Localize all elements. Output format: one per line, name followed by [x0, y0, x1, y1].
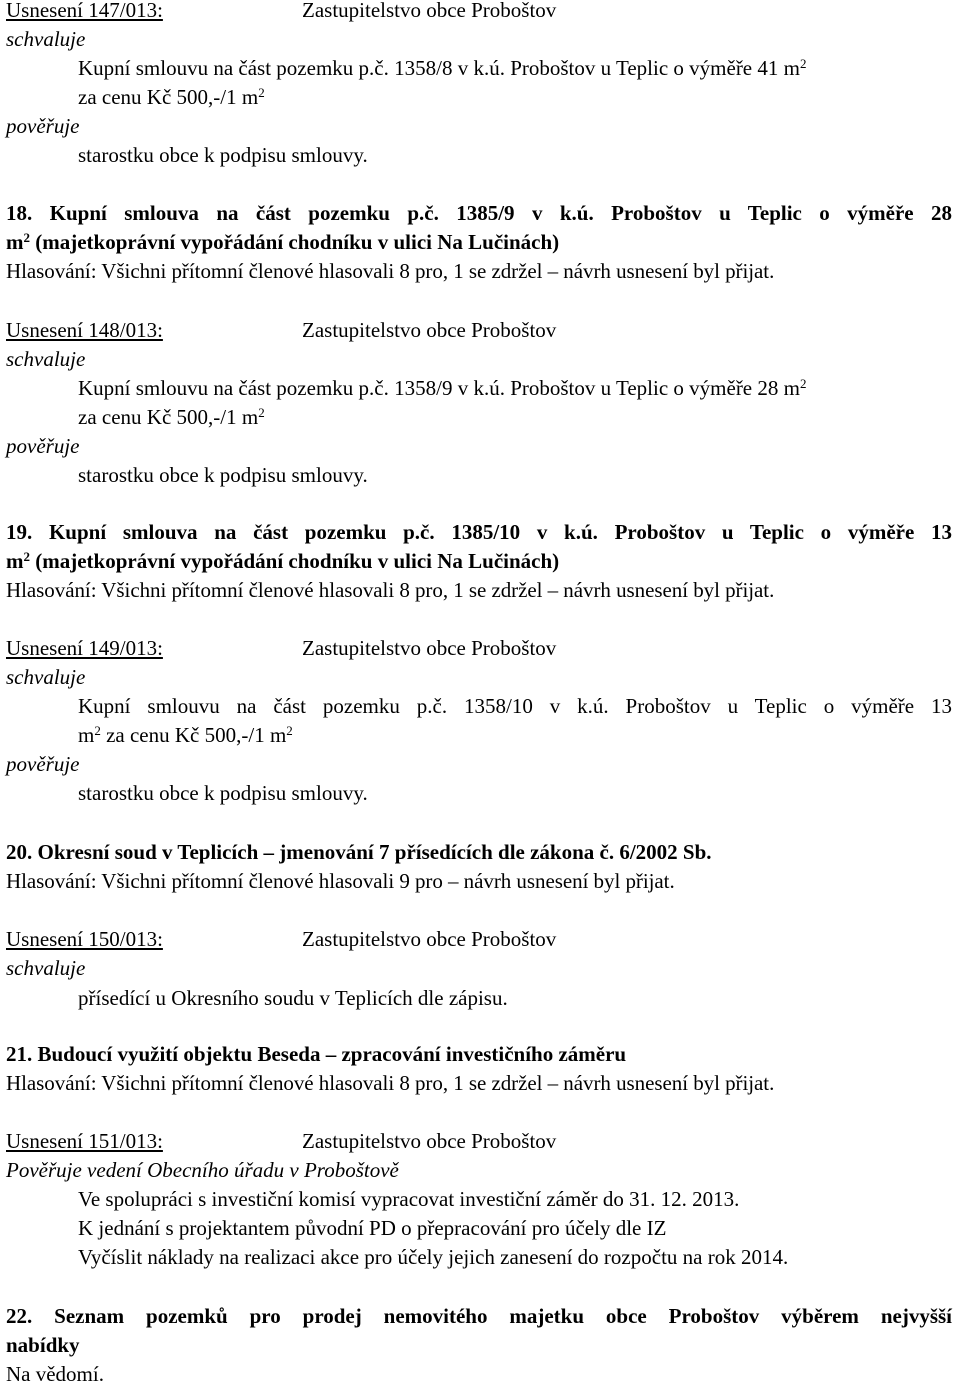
resolution-number: Usnesení 151/013: [6, 1129, 163, 1153]
vote-result: Hlasování: Všichni přítomní členové hlasovali 8 pro, 1 se zdržel – návrh usnesení byl přijat. [6, 578, 775, 602]
resolution-147 [6, 0, 952, 170]
section-title: 21. Budoucí využití objektu Beseda – zpracování investičního záměru [6, 1042, 627, 1066]
authorization-text: starostku obce k podpisu smlouvy. [78, 463, 368, 487]
resolution-149 [6, 634, 952, 808]
section-title: 20. Okresní soud v Teplicích – jmenování 7 přísedících dle zákona č. 6/2002 Sb. [6, 840, 712, 864]
authorizes-label: pověřuje [6, 114, 80, 138]
section-22 [6, 1302, 952, 1389]
resolution-item: přísedící u Okresního soudu v Teplicích dle zápisu. [78, 986, 508, 1010]
resolution-body: Zastupitelstvo obce Proboštov [302, 636, 557, 660]
authorization-text: starostku obce k podpisu smlouvy. [78, 781, 368, 805]
section-19 [6, 518, 952, 605]
resolution-number: Usnesení 149/013: [6, 636, 163, 660]
resolution-151 [6, 1127, 952, 1272]
section-note: Na vědomí. [6, 1362, 104, 1386]
authorizes-label: pověřuje [6, 434, 80, 458]
resolution-body: Zastupitelstvo obce Proboštov [302, 0, 557, 22]
task-item: Vyčíslit náklady na realizaci akce pro účely jejich zanesení do rozpočtu na rok 2014. [78, 1245, 789, 1269]
authorizes-label: pověřuje [6, 752, 80, 776]
resolution-body: Zastupitelstvo obce Proboštov [302, 1129, 557, 1153]
vote-result: Hlasování: Všichni přítomní členové hlasovali 8 pro, 1 se zdržel – návrh usnesení byl přijat. [6, 259, 775, 283]
approves-label: schvaluje [6, 956, 86, 980]
section-title: 19. Kupní smlouva na část pozemku p.č. 1385/10 v k.ú. Proboštov u Teplic o výměře 13 [6, 520, 952, 544]
resolution-item: Kupní smlouvu na část pozemku p.č. 1358/10 v k.ú. Proboštov u Teplic o výměře 13 [78, 694, 952, 718]
task-item: Ve spolupráci s investiční komisí vypracovat investiční záměr do 31. 12. 2013. [78, 1187, 740, 1211]
resolution-item: Kupní smlouvu na část pozemku p.č. 1358/9 v k.ú. Proboštov u Teplic o výměře 28 $m^2$ [78, 376, 807, 400]
resolution-body: Zastupitelstvo obce Proboštov [302, 927, 557, 951]
section-21 [6, 1040, 952, 1098]
approves-label: schvaluje [6, 347, 86, 371]
resolution-item: Kupní smlouvu na část pozemku p.č. 1358/8 v k.ú. Proboštov u Teplic o výměře 41 $m^2$ [78, 56, 807, 80]
resolution-body: Zastupitelstvo obce Proboštov [302, 318, 557, 342]
resolution-150 [6, 925, 952, 1013]
vote-result: Hlasování: Všichni přítomní členové hlasovali 9 pro – návrh usnesení byl přijat. [6, 869, 675, 893]
resolution-item-price: za cenu Kč 500,-/1 $m^2$ [78, 85, 265, 109]
authorizes-line: Pověřuje vedení Obecního úřadu v Proboštově [6, 1158, 399, 1182]
section-18 [6, 199, 952, 286]
authorization-text: starostku obce k podpisu smlouvy. [78, 143, 368, 167]
section-title: 18. Kupní smlouva na část pozemku p.č. 1385/9 v k.ú. Proboštov u Teplic o výměře 28 [6, 201, 952, 225]
section-title-cont: $m^2$ (majetkoprávní vypořádání chodníku v ulici Na Lučinách) [6, 230, 560, 254]
approves-label: schvaluje [6, 665, 86, 689]
section-title-cont: $m^2$ (majetkoprávní vypořádání chodníku v ulici Na Lučinách) [6, 549, 560, 573]
section-title-cont: nabídky [6, 1333, 80, 1357]
section-title: 22. Seznam pozemků pro prodej nemovitého majetku obce Proboštov výběrem nejvyšší [6, 1304, 952, 1328]
vote-result: Hlasování: Všichni přítomní členové hlasovali 8 pro, 1 se zdržel – návrh usnesení byl přijat. [6, 1071, 775, 1095]
resolution-number: Usnesení 147/013: [6, 0, 163, 22]
approves-label: schvaluje [6, 27, 86, 51]
resolution-item-price: $m^2$ za cenu Kč 500,-/1 $m^2$ [78, 723, 293, 747]
resolution-item-price: za cenu Kč 500,-/1 $m^2$ [78, 405, 265, 429]
resolution-148 [6, 316, 952, 490]
resolution-number: Usnesení 150/013: [6, 927, 163, 951]
task-item: K jednání s projektantem původní PD o přepracování pro účely dle IZ [78, 1216, 667, 1240]
resolution-number: Usnesení 148/013: [6, 318, 163, 342]
section-20 [6, 838, 952, 896]
